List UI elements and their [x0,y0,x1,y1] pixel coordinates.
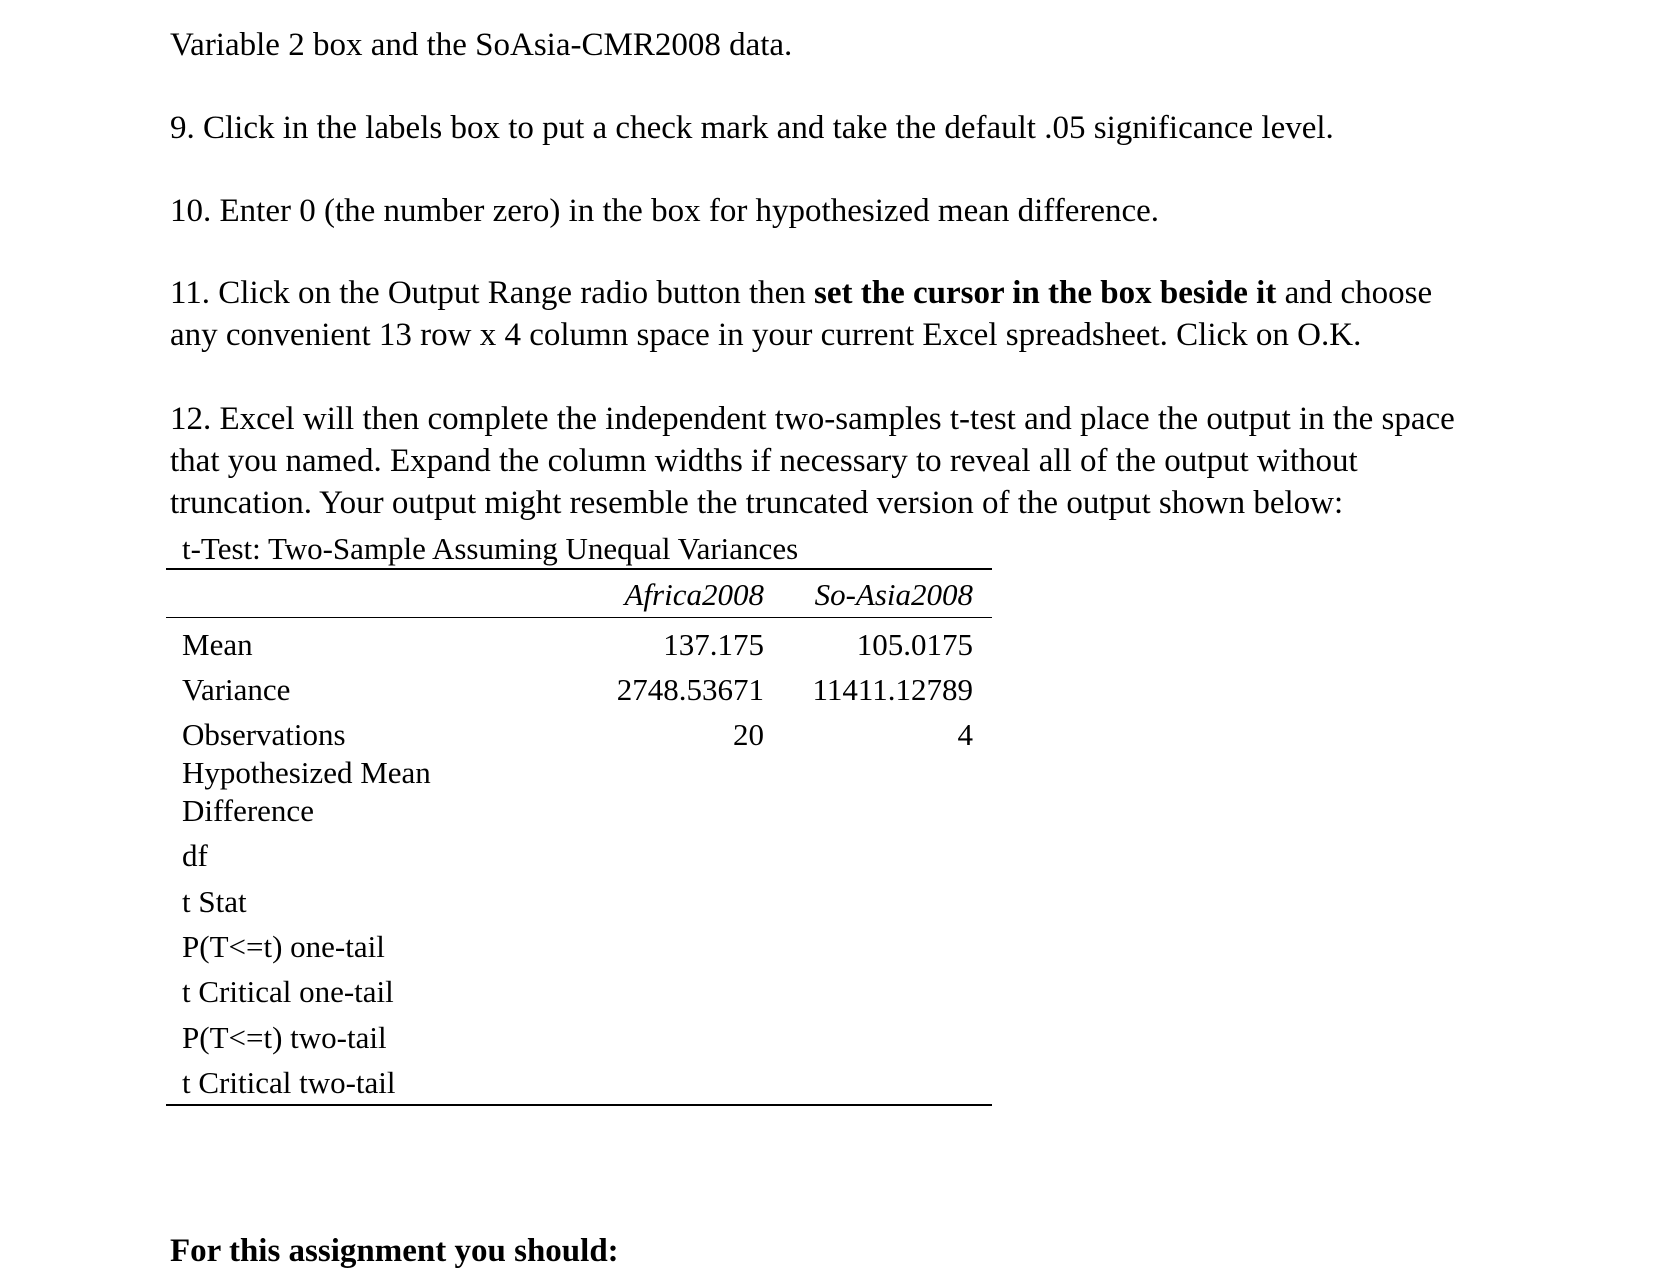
step-11-text-b: and choose [1276,275,1433,311]
table-header-rule [166,617,992,618]
step-12-line-2: that you named. Expand the column widths if necessary to reveal all of the output without [170,443,1358,479]
row-label-t-critical-one-tail: t Critical one-tail [182,974,394,1009]
step-12-line-3: truncation. Your output might resemble the truncated version of the output shown below: [170,485,1344,521]
step-11-bold: set the cursor in the box beside it [814,275,1277,311]
row-label-p-one-tail: P(T<=t) one-tail [182,929,385,964]
row-label-t-critical-two-tail: t Critical two-tail [182,1065,396,1100]
cell-mean-soasia: 105.0175 [856,627,973,662]
row-label-mean: Mean [182,627,253,662]
row-label-t-stat: t Stat [182,884,247,919]
row-label-df: df [182,838,208,873]
step-9: 9. Click in the labels box to put a check mark and take the default .05 significance level. [170,110,1334,146]
column-header-soasia: So-Asia2008 [814,577,973,612]
table-bottom-rule [166,1104,992,1106]
cell-observations-soasia: 4 [957,717,973,752]
cell-variance-africa: 2748.53671 [616,672,764,707]
step-10: 10. Enter 0 (the number zero) in the box for hypothesized mean difference. [170,193,1160,229]
row-label-hypothesized-mean: Hypothesized Mean [182,755,431,790]
table-top-rule [166,568,992,570]
step-12-line-1: 12. Excel will then complete the independent two-samples t-test and place the output in the space [170,401,1455,437]
row-label-p-two-tail: P(T<=t) two-tail [182,1020,387,1055]
column-header-africa: Africa2008 [624,577,764,612]
step-11-text-a: 11. Click on the Output Range radio button then [170,275,815,311]
row-label-difference: Difference [182,793,314,828]
intro-line: Variable 2 box and the SoAsia-CMR2008 data. [170,27,793,63]
step-11-line-2: any convenient 13 row x 4 column space in your current Excel spreadsheet. Click on O.K. [170,317,1362,353]
cell-mean-africa: 137.175 [663,627,764,662]
row-label-variance: Variance [182,672,291,707]
cell-observations-africa: 20 [733,717,764,752]
assignment-heading: For this assignment you should: [170,1233,619,1269]
step-11-line-1 [170,272,1432,314]
cell-variance-soasia: 11411.12789 [812,672,973,707]
row-label-observations: Observations [182,717,346,752]
table-title: t-Test: Two-Sample Assuming Unequal Variances [182,531,799,566]
